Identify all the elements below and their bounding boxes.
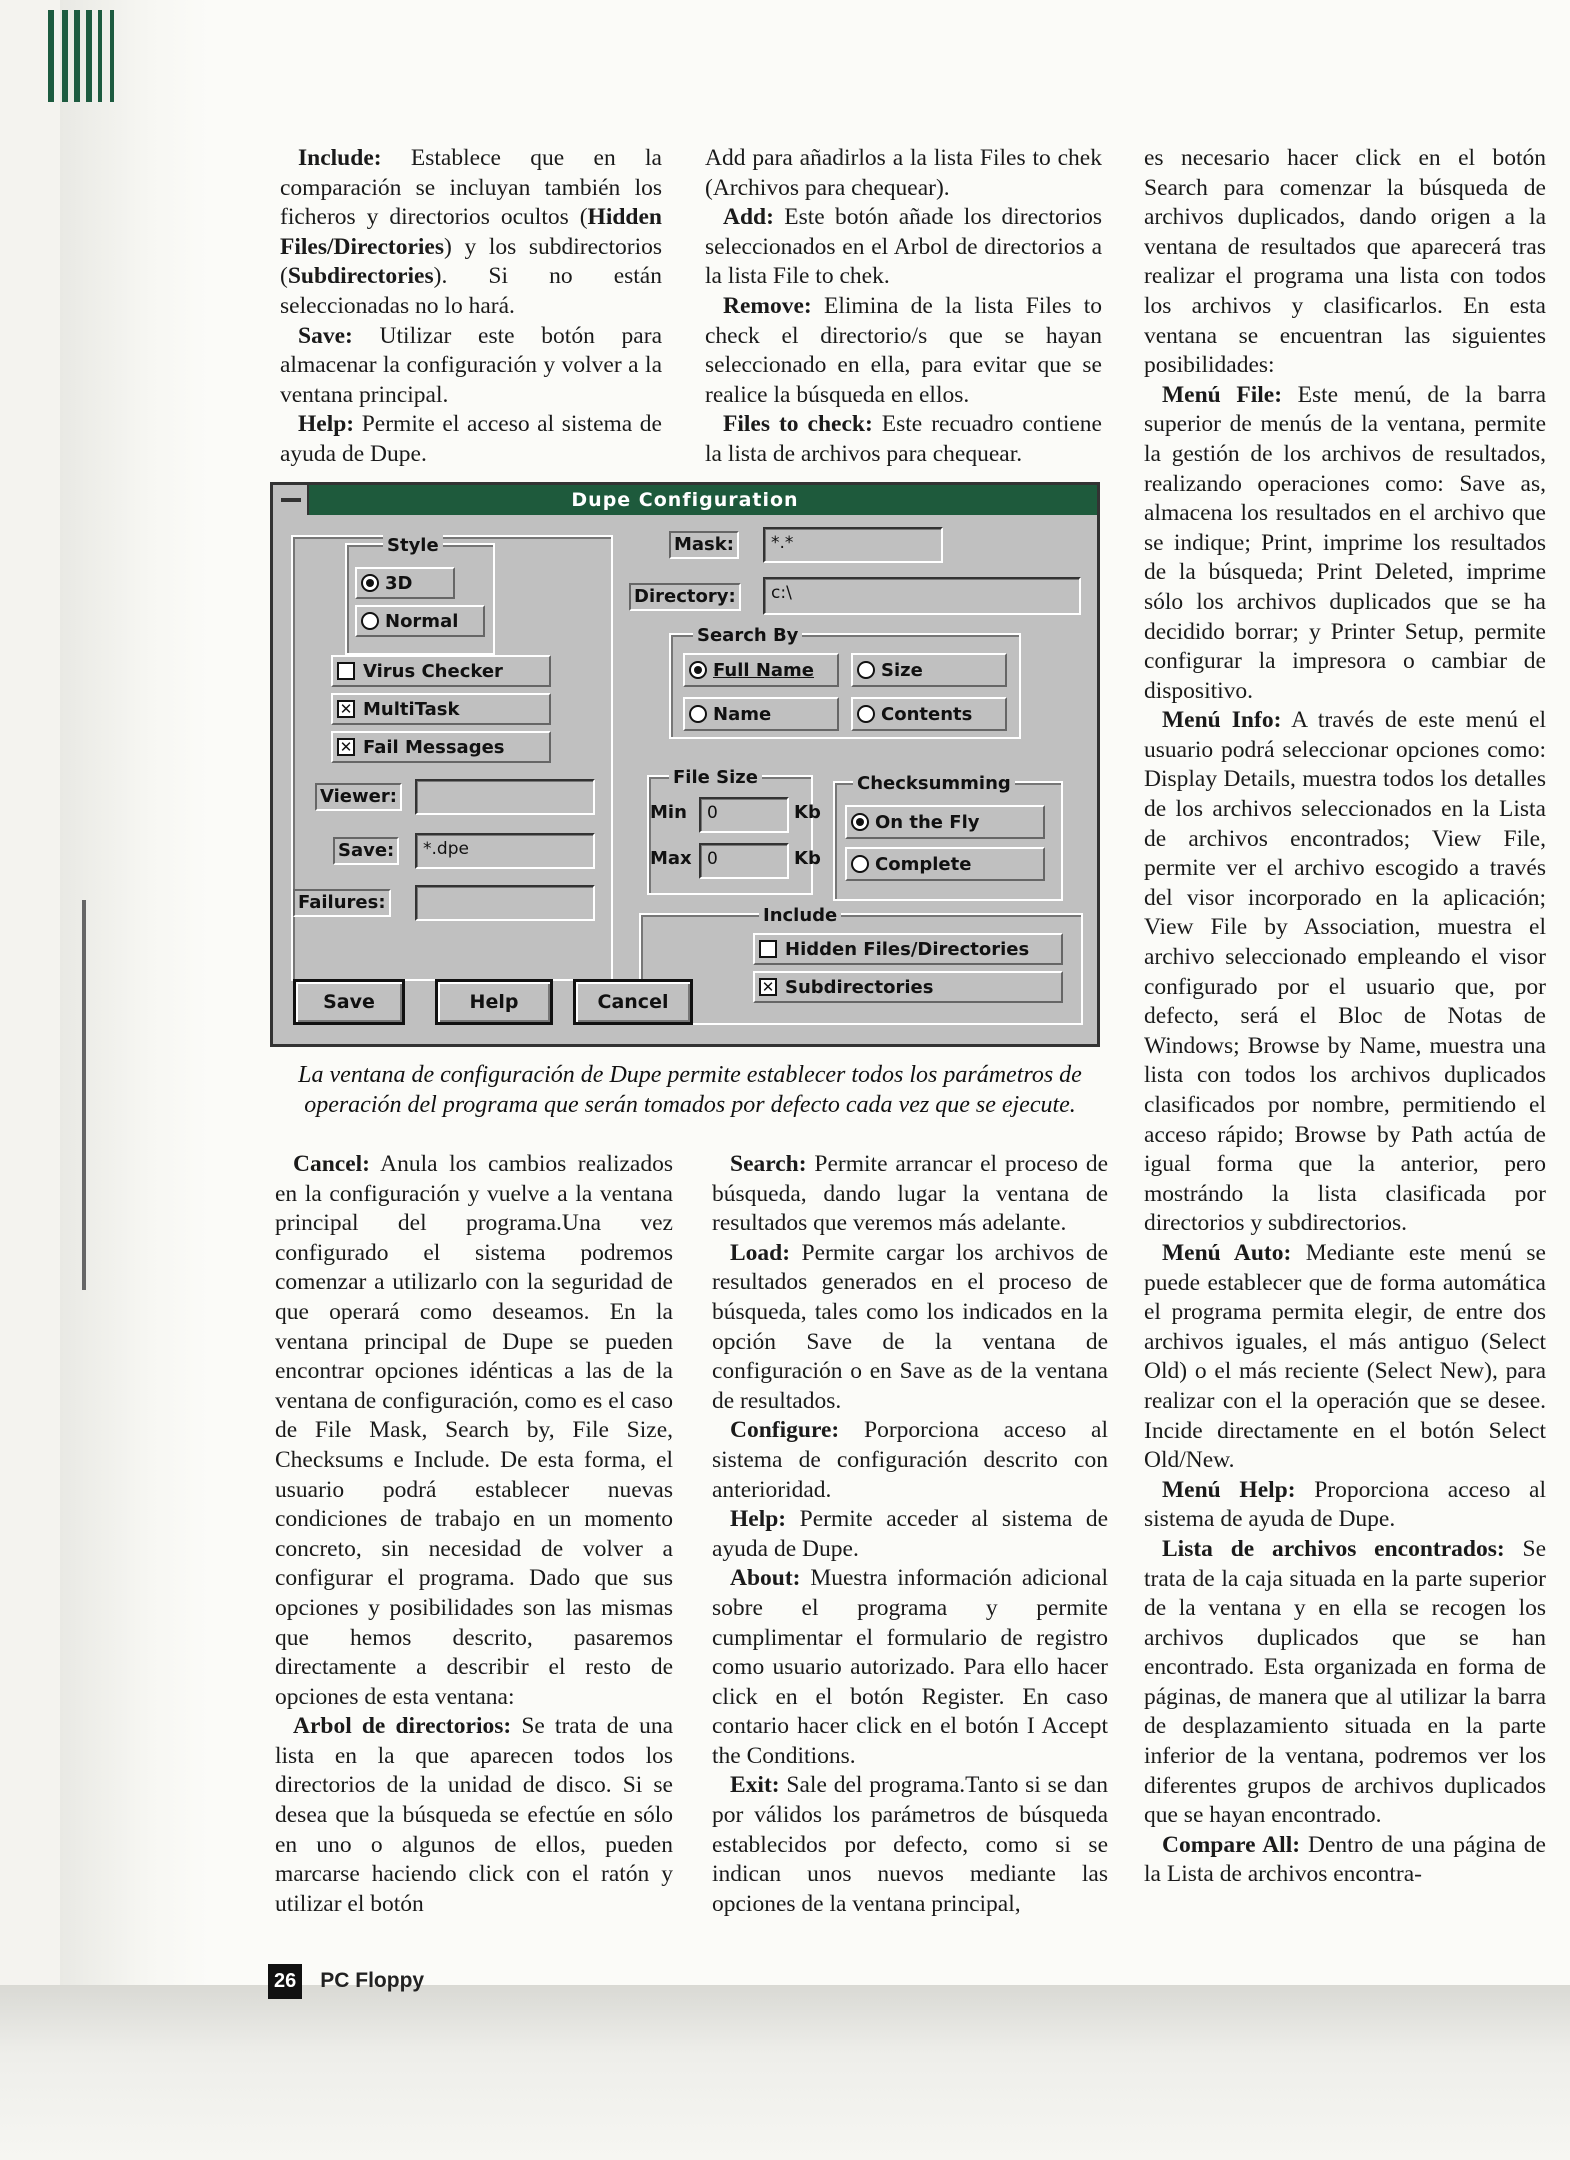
fail-messages-checkbox[interactable] — [331, 731, 551, 763]
column-2-top — [705, 144, 1102, 470]
term: Exit: — [730, 1772, 780, 1799]
search-by-title: Search By — [693, 625, 802, 646]
name-label: Name — [713, 703, 772, 725]
paragraph — [712, 1771, 1108, 1919]
hidden-files-label: Hidden Files/Directories — [785, 938, 1030, 960]
name-radio[interactable] — [683, 697, 839, 731]
style-3d-label: 3D — [385, 572, 413, 594]
text: Se trata de la caja situada en la parte superior de la ventana y en ella se recogen los archivos duplicados que se han encontrado. Esta organizada en forma de páginas, de manera que al utilizar la barra de desplazamiento situada en la parte inferior de la ventana, podremos ver los diferentes grupos de archivos duplicados que se hayan encontrado. — [1144, 1535, 1547, 1829]
max-label: Max — [650, 848, 692, 869]
term: Configure: — [730, 1417, 840, 1444]
directory-field[interactable]: c:\ — [763, 577, 1081, 615]
multitask-label: MultiTask — [363, 698, 460, 720]
full-name-label: Full Name — [713, 659, 814, 681]
virus-checker-label: Virus Checker — [363, 660, 503, 682]
text: Proporciona acceso al sistema de ayuda de Dupe. — [1144, 1476, 1547, 1533]
style-group-title: Style — [383, 535, 443, 556]
term: Menú File: — [1162, 381, 1283, 408]
text: Dentro de una página de la Lista de archivos encontra- — [1144, 1831, 1546, 1888]
mask-field[interactable]: *.* — [763, 527, 943, 563]
column-3 — [1144, 144, 1546, 1890]
size-radio[interactable] — [851, 653, 1007, 687]
margin-bar — [82, 900, 86, 1290]
viewer-field[interactable] — [415, 779, 595, 815]
text: Permite acceder al sistema de ayuda de Dupe. — [712, 1506, 1108, 1562]
checksumming-group — [833, 781, 1063, 901]
subdirectories-checkbox[interactable] — [753, 971, 1063, 1003]
text: A través de este menú el usuario podrá seleccionar opciones como: Display Details, muestra todos los detalles de los archivos seleccionados en la Lista de archivos encontrados; View File, permite ver el archivo escogido a través del visor incorporado en la aplicación; View File by Association, muestra el archivo seleccionado empleando el visor configurado por el usuario que, por defecto, será el Bloc de Notas de Windows; Browse by Name, muestra una lista con todos los archivos duplicados clasificados por nombre, permitiendo el acceso rápido; Browse by Path actúa de igual forma que la anterior, pero mostrándo la lista clasificada por directorios y subdirectorios. — [1144, 707, 1546, 1237]
text: es necesario hacer click en el botón Search para comenzar la búsqueda de archivos duplicados, dando origen a la ventana de resultados que aparecerá tras realizar el programa una lista con todos los archivos y clasificarlos. En esta ventana se encuentran las siguientes posibilidades: — [1144, 145, 1546, 379]
term: Files to check: — [723, 411, 873, 438]
term: Save: — [298, 322, 353, 349]
fail-messages-label: Fail Messages — [363, 736, 505, 758]
paragraph — [1144, 1239, 1546, 1476]
term: Add: — [723, 204, 774, 231]
paragraph — [280, 322, 662, 411]
paragraph — [1144, 1535, 1546, 1831]
figure-caption: La ventana de configuración de Dupe permite establecer todos los parámetros de operación del programa que serán tomados por defecto cada vez que se ejecute. — [298, 1062, 1082, 1118]
paragraph — [712, 1505, 1108, 1564]
complete-label: Complete — [875, 853, 972, 875]
save-label: Save: — [333, 837, 399, 865]
paragraph — [280, 410, 662, 469]
text: Establece que en la comparación se incluyan también los ficheros y directorios ocultos ( — [280, 145, 662, 231]
failures-label: Failures: — [293, 889, 391, 917]
paragraph — [712, 1416, 1108, 1505]
text: Este menú, de la barra superior de menús de la ventana, permite la gestión de los archivos de resultados, realizando operaciones como: Save as, almacena los resultados en el archivo que se indique; Print, imprime los resultados de la búsqueda; Print Deleted, imprime sólo los archivos duplicados que se ha decidido borrar; y Printer Setup, permite configurar la impresora o cambiar de dispositivo. — [1144, 381, 1546, 704]
text: Este recuadro contiene la lista de archivos para chequear. — [705, 411, 1102, 467]
text: Este botón añade los directorios seleccionados en el Arbol de directorios a la lista File to chek. — [705, 204, 1102, 290]
text: Muestra información adicional sobre el programa y permite cumplimentar el formulario de registro como usuario autorizado. Para ello hacer click en el botón Register. En caso contario hacer click en el botón I Accept the Conditions. — [712, 1565, 1108, 1769]
failures-field[interactable] — [415, 885, 595, 921]
dupe-configuration-dialog — [270, 482, 1100, 1047]
term: Menú Info: — [1162, 707, 1282, 734]
multitask-checkbox[interactable] — [331, 693, 551, 725]
page-number: 26 — [268, 1964, 302, 1999]
virus-checker-checkbox[interactable] — [331, 655, 551, 687]
paragraph — [275, 1150, 673, 1712]
paragraph — [705, 144, 1102, 203]
term: Menú Auto: — [1162, 1239, 1292, 1266]
help-button[interactable]: Help — [435, 979, 553, 1025]
dialog-title: Dupe Configuration — [273, 485, 1097, 515]
page-edge-tabs — [48, 10, 148, 102]
paragraph — [705, 292, 1102, 410]
paragraph — [275, 1712, 673, 1919]
scan-shadow — [0, 1985, 1570, 2160]
text: Permite el acceso al sistema de ayuda de Dupe. — [280, 411, 662, 467]
text: ) y los subdirectorios ( — [280, 233, 662, 290]
term: Help: — [298, 411, 355, 438]
include-group — [639, 913, 1083, 1025]
term: Menú Help: — [1162, 1476, 1296, 1503]
contents-label: Contents — [881, 703, 973, 725]
paragraph — [712, 1150, 1108, 1239]
min-field[interactable]: 0 — [699, 797, 789, 833]
column-1-top — [280, 144, 662, 470]
column-2-bottom — [712, 1150, 1108, 1919]
paragraph — [705, 410, 1102, 469]
system-menu-icon[interactable] — [273, 485, 309, 515]
cancel-button[interactable]: Cancel — [573, 979, 693, 1025]
min-label: Min — [650, 802, 687, 823]
save-field[interactable]: *.dpe — [415, 833, 595, 869]
text: Sale del programa.Tanto si se dan por válidos los parámetros de búsqueda establecidos por defecto, como si se indican unos nuevos mediante las opciones de la ventana principal, — [712, 1772, 1108, 1917]
min-kb-label: Kb — [794, 802, 821, 823]
text: Anula los cambios realizados en la configuración y vuelve a la ventana principal del programa.Una vez configurado el sistema podremos comenzar a utilizarlo con la seguridad de que operará como deseamos. En la ventana principal de Dupe se pueden encontrar opciones idénticas a las de la ventana de configuración, como es el caso de File Mask, Search by, File Size, Checksums e Include. De esta forma, el usuario podrá establecer nuevas condiciones de trabajo en un momento concreto, sin necesidad de volver a configurar el programa. Dado que sus opciones y posibilidades son las mismas que hemos descrito, pasaremos directamente a describir el resto de opciones de esta ventana: — [275, 1151, 673, 1710]
page-footer — [268, 1960, 424, 2002]
full-name-radio[interactable] — [683, 653, 839, 687]
hidden-files-checkbox[interactable] — [753, 933, 1063, 965]
text: ). Si no están seleccionadas no lo hará. — [280, 263, 662, 319]
text: Permite cargar los archivos de resultados generados en el proceso de búsqueda, tales como los indicados en la opción Save de la ventana de configuración o en Save as de la ventana de resultados. — [712, 1239, 1108, 1414]
magazine-name: PC Floppy — [320, 1969, 425, 1992]
include-title: Include — [759, 905, 841, 926]
save-button[interactable]: Save — [293, 979, 405, 1025]
term: Cancel: — [293, 1151, 371, 1177]
term: Arbol de directorios: — [293, 1713, 512, 1740]
style-normal-label: Normal — [385, 610, 459, 632]
column-1-bottom — [275, 1150, 673, 1919]
contents-radio[interactable] — [851, 697, 1007, 731]
style-normal-radio[interactable] — [355, 605, 485, 637]
max-field[interactable]: 0 — [699, 843, 789, 879]
size-label: Size — [881, 659, 923, 681]
term: Hidden Files/Directories — [280, 204, 662, 260]
text: Permite arrancar el proceso de búsqueda, dando lugar la ventana de resultados que veremos más adelante. — [712, 1151, 1108, 1237]
check-mark-icon: ✕ — [759, 978, 777, 996]
paragraph — [705, 203, 1102, 292]
max-kb-label: Kb — [794, 848, 821, 869]
paragraph — [280, 144, 662, 322]
term: Compare All: — [1162, 1831, 1301, 1858]
term: Subdirectories — [287, 263, 434, 290]
file-size-title: File Size — [669, 767, 762, 788]
subdirectories-label: Subdirectories — [785, 976, 934, 998]
on-the-fly-radio[interactable] — [845, 805, 1045, 839]
text: Se trata de una lista en la que aparecen todos los directorios de la unidad de disco. Si se desea que la búsqueda se efectúe en sólo en uno o algunos de ellos, pueden marcarse haciendo click con el ratón y utilizar el botón — [275, 1713, 673, 1917]
checksumming-title: Checksumming — [853, 773, 1015, 794]
term: Remove: — [723, 292, 812, 319]
check-mark-icon: ✕ — [337, 738, 355, 756]
paragraph — [712, 1564, 1108, 1771]
style-group — [345, 543, 495, 655]
paragraph — [1144, 706, 1546, 1239]
paragraph — [1144, 144, 1546, 381]
on-the-fly-label: On the Fly — [875, 811, 980, 833]
paragraph — [1144, 1476, 1546, 1535]
term: About: — [730, 1565, 801, 1592]
text: Add para añadirlos a la lista Files to chek (Archivos para chequear). — [705, 145, 1102, 201]
check-mark-icon: ✕ — [337, 700, 355, 718]
complete-radio[interactable] — [845, 847, 1045, 881]
term: Help: — [730, 1506, 787, 1533]
paragraph — [712, 1239, 1108, 1417]
directory-label: Directory: — [629, 583, 741, 611]
paragraph — [1144, 381, 1546, 707]
text: Utilizar este botón para almacenar la configuración y volver a la ventana principal. — [280, 322, 662, 408]
text: Porporciona acceso al sistema de configuración descrito con anterioridad. — [712, 1417, 1108, 1503]
paragraph — [1144, 1831, 1546, 1890]
term: Load: — [730, 1239, 791, 1266]
style-3d-radio[interactable] — [355, 567, 455, 599]
mask-label: Mask: — [669, 531, 739, 559]
text: Elimina de la lista Files to check el directorio/s que se hayan seleccionado en ella, para evitar que se realice la búsqueda en ellos. — [705, 292, 1102, 408]
term: Search: — [730, 1151, 807, 1177]
viewer-label: Viewer: — [315, 783, 402, 811]
term: Include: — [298, 145, 382, 171]
text: Mediante este menú se puede establecer que de forma automática el programa permita elegir, de entre dos archivos iguales, el más antiguo (Select Old) o el más reciente (Select New), para realizar con el la operación que se desee. Incide directamente en el botón Select Old/New. — [1144, 1239, 1546, 1474]
term: Lista de archivos encontrados: — [1162, 1535, 1505, 1562]
